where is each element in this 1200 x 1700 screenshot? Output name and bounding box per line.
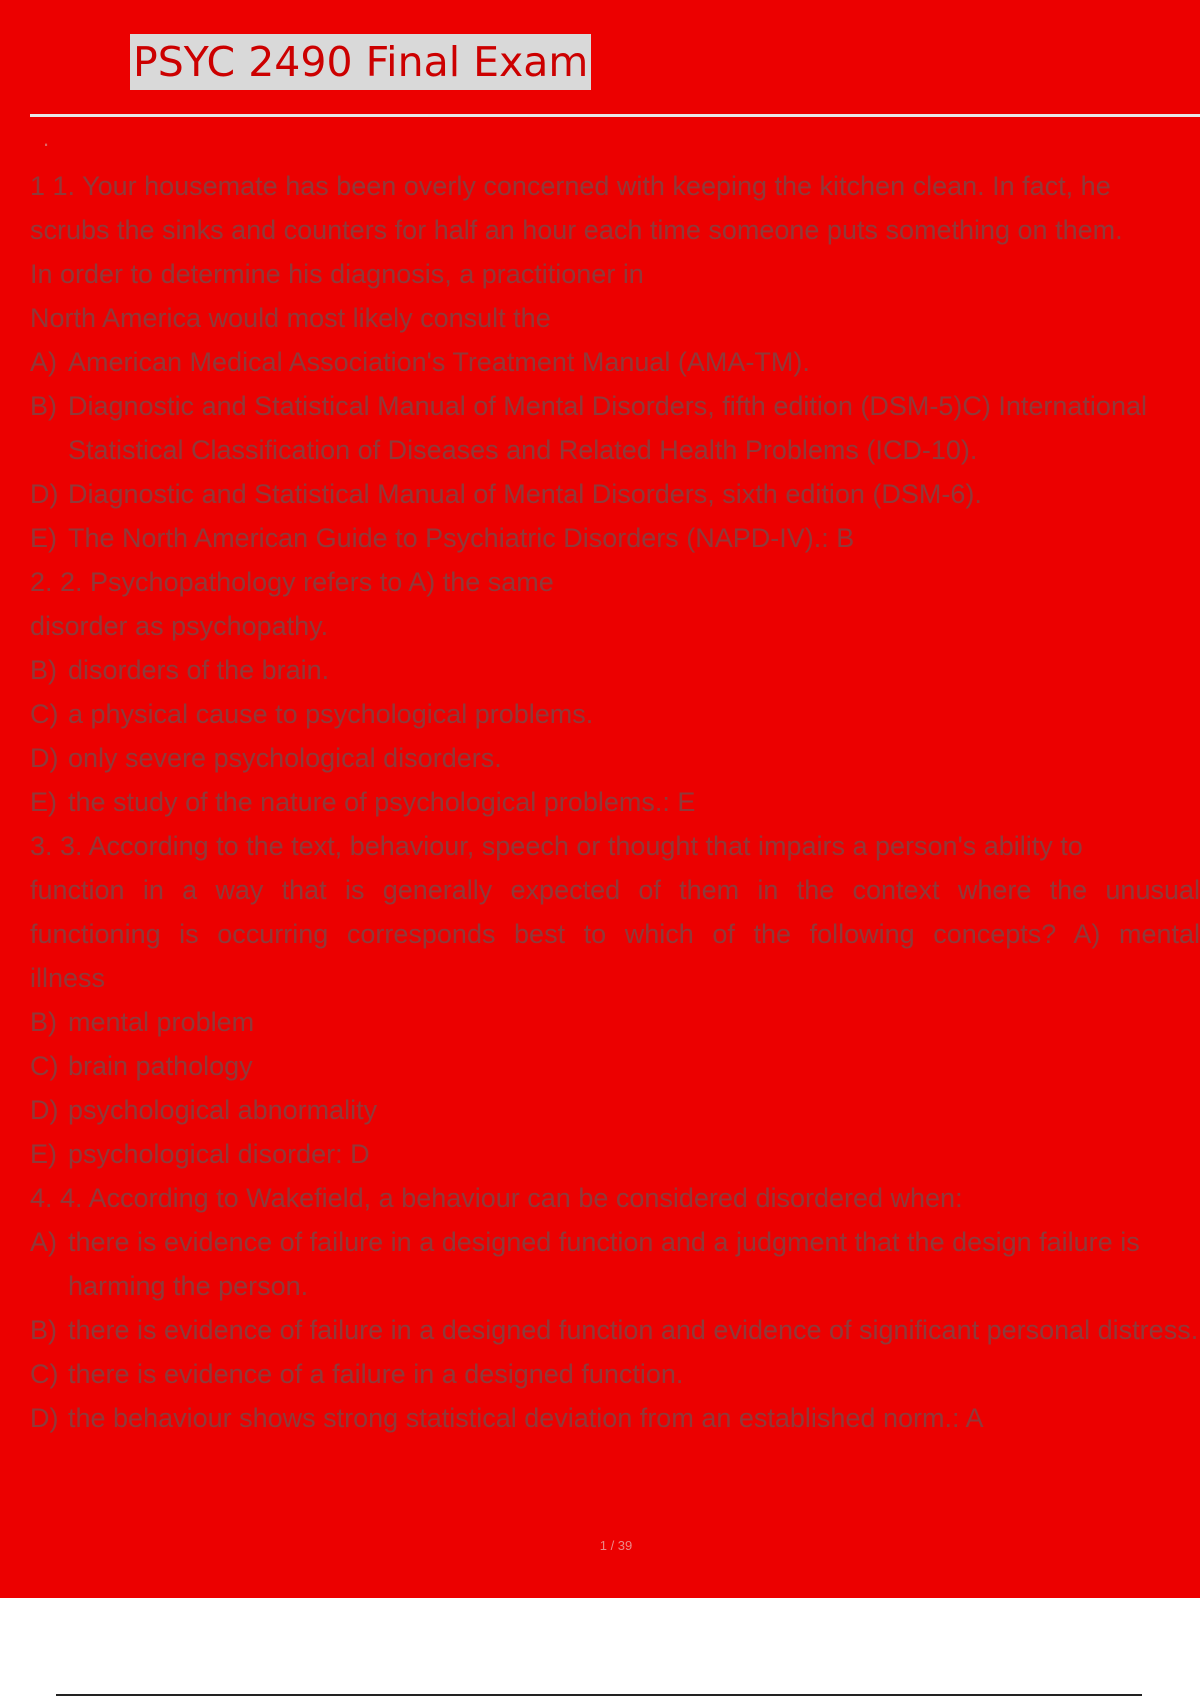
question-3 <box>30 824 1200 1176</box>
question-stem-line: 2. 2. Psychopathology refers to A) the same <box>30 567 554 597</box>
option-letter: D) <box>30 743 59 773</box>
option-text: Diagnostic and Statistical Manual of Mental Disorders, sixth edition (DSM-6). <box>68 479 982 509</box>
question-stem-line: In order to determine his diagnosis, a practitioner in <box>30 259 644 289</box>
option-text: there is evidence of a failure in a designed function. <box>68 1359 684 1389</box>
footer-divider <box>56 1694 1142 1696</box>
option-letter: E) <box>30 787 57 817</box>
answer-option <box>30 1220 1200 1308</box>
page-number: 1 / 39 <box>599 1538 633 1553</box>
answer-option <box>30 1308 1200 1352</box>
option-text: brain pathology <box>68 1051 253 1081</box>
option-text: American Medical Association's Treatment Manual (AMA-TM). <box>68 347 810 377</box>
answer-option <box>30 516 1200 560</box>
option-text: disorders of the brain. <box>68 655 330 685</box>
answer-option <box>30 1000 1200 1044</box>
question-stem-line: functioning is occurring corresponds best to which of the following concepts? A) mental <box>30 919 1200 949</box>
answer-option <box>30 384 1200 472</box>
option-letter: C) <box>30 699 59 729</box>
option-letter: E) <box>30 523 57 553</box>
question-stem-line: 4. 4. According to Wakefield, a behaviour can be considered disordered when: <box>30 1183 963 1213</box>
option-letter: C) <box>30 1359 59 1389</box>
question-4 <box>30 1176 1200 1440</box>
stray-mark: . <box>43 126 50 151</box>
option-letter: A) <box>30 1227 57 1257</box>
answer-option <box>30 1396 1200 1440</box>
option-letter: B) <box>30 391 57 421</box>
question-stem-line: illness <box>30 963 106 993</box>
option-letter: D) <box>30 479 59 509</box>
answer-option <box>30 648 1200 692</box>
question-stem-line: 3. 3. According to the text, behaviour, speech or thought that impairs a person's ability to <box>30 831 1083 861</box>
option-text: psychological abnormality <box>68 1095 378 1125</box>
option-text: only severe psychological disorders. <box>68 743 502 773</box>
document-title: PSYC 2490 Final Exam <box>130 34 591 90</box>
question-1 <box>30 164 1200 560</box>
option-letter: D) <box>30 1095 59 1125</box>
option-text: mental problem <box>68 1007 255 1037</box>
answer-option <box>30 1352 1200 1396</box>
answer-option <box>30 472 1200 516</box>
option-text: psychological disorder: D <box>68 1139 370 1169</box>
answer-option <box>30 1132 1200 1176</box>
question-stem-line: North America would most likely consult the <box>30 303 551 333</box>
option-text: a physical cause to psychological problems. <box>68 699 594 729</box>
question-stem-line: scrubs the sinks and counters for half an hour each time someone puts something on them. <box>30 215 1123 245</box>
question-list <box>30 164 1200 1440</box>
option-letter: B) <box>30 655 57 685</box>
option-text: there is evidence of failure in a designed function and a judgment that the design failure is harming the person. <box>68 1227 1140 1301</box>
answer-option <box>30 340 1200 384</box>
question-2 <box>30 560 1200 824</box>
option-text: Diagnostic and Statistical Manual of Mental Disorders, fifth edition (DSM-5)C) International Statistical Classification of Diseases and Related Health Problems (ICD-10). <box>68 391 1147 465</box>
title-divider <box>30 114 1200 117</box>
question-stem-line: 1 1. Your housemate has been overly concerned with keeping the kitchen clean. In fact, he <box>30 171 1111 201</box>
question-stem-line: disorder as psychopathy. <box>30 611 329 641</box>
option-text: the behaviour shows strong statistical deviation from an established norm.: A <box>68 1403 984 1433</box>
option-text: there is evidence of failure in a designed function and evidence of significant personal distress. <box>68 1315 1199 1345</box>
title-banner <box>130 34 591 90</box>
answer-option <box>30 692 1200 736</box>
option-letter: A) <box>30 347 57 377</box>
question-stem-line: function in a way that is generally expected of them in the context where the unusual <box>30 875 1200 905</box>
option-letter: C) <box>30 1051 59 1081</box>
answer-option <box>30 780 1200 824</box>
option-letter: B) <box>30 1007 57 1037</box>
option-text: the study of the nature of psychological problems.: E <box>68 787 696 817</box>
answer-option <box>30 1044 1200 1088</box>
answer-option <box>30 736 1200 780</box>
option-letter: B) <box>30 1315 57 1345</box>
option-letter: D) <box>30 1403 59 1433</box>
option-letter: E) <box>30 1139 57 1169</box>
answer-option <box>30 1088 1200 1132</box>
option-text: The North American Guide to Psychiatric Disorders (NAPD-IV).: B <box>68 523 855 553</box>
